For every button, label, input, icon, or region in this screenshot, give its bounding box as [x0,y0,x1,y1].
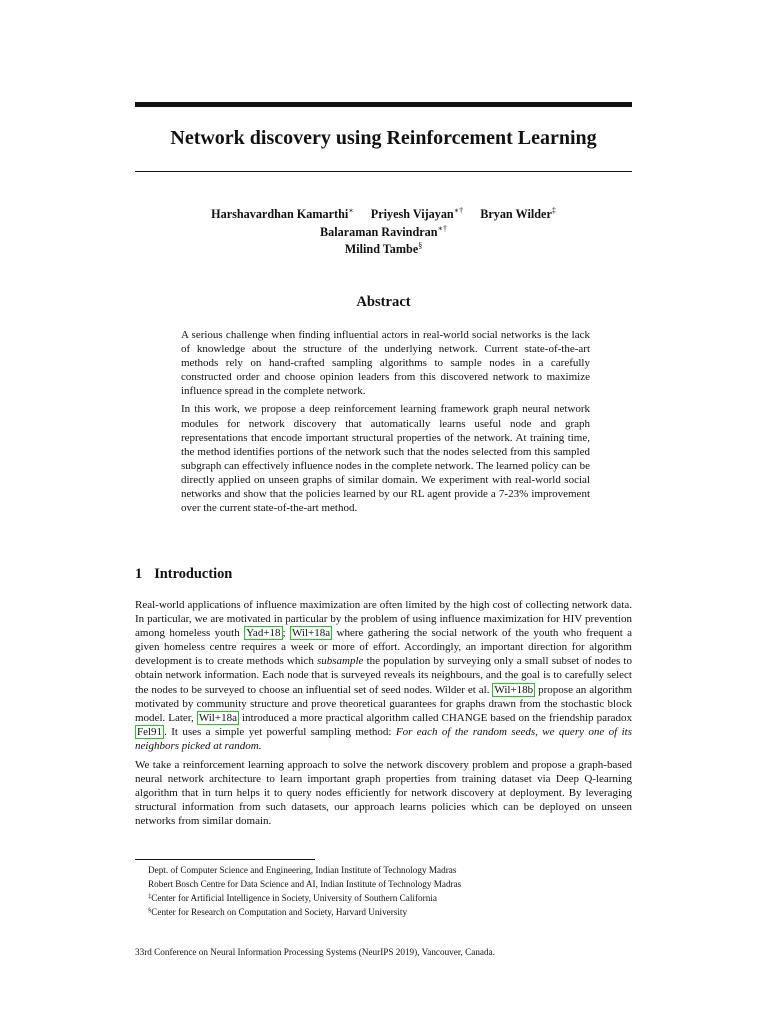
author-list [135,205,632,241]
title-top-rule [135,102,632,107]
footnote: §Center for Research on Computation and Society, Harvard University [148,907,408,917]
footnote: ‡Center for Artificial Intelligence in Society, University of Southern California [148,893,437,903]
author: Harshavardhan Kamarthi∗ [211,206,354,221]
author: Milind Tambe§ [344,241,423,256]
intro-paragraph: We take a reinforcement learning approach to solve the network discovery problem and propose a graph-based neural network architecture to learn important graph properties from training dataset via Deep Q-learning algorithm that in turn helps it to query nodes efficiently for network discovery at deployment. By leveraging structural information from such datasets, our approach learns policies which can be deployed on unseen networks from similar domain. [135,759,632,828]
author: Priyesh Vijayan∗† [370,206,464,221]
section-number: 1 [135,566,143,582]
footnote: Dept. of Computer Science and Engineering, Indian Institute of Technology Madras [148,865,457,875]
introduction-body [135,598,632,834]
abstract-heading: Abstract [356,294,411,310]
section-heading [135,564,232,584]
abstract-paragraph: A serious challenge when finding influential actors in real-world social networks is the lack of knowledge about the structure of the underlying network. Current state-of-the-art methods rely on hand-crafted sampling algorithms to sample nodes in a carefully constructed order and choose opinion leaders from this discovered network to maximize influence spread in the complete network. [181,329,590,398]
footnotes [148,863,461,919]
section-title: Introduction [154,566,233,582]
abstract-body [181,328,590,519]
footnote: Robert Bosch Centre for Data Science and AI, Indian Institute of Technology Madras [148,879,462,889]
conference-note: 33rd Conference on Neural Information Processing Systems (NeurIPS 2019), Vancouver, Canada. [135,947,495,957]
citation-link[interactable]: Wil+18a [198,711,237,724]
citation-link[interactable]: Wil+18a [291,627,331,640]
paper-title: Network discovery using Reinforcement Learning [170,127,597,149]
citation-link[interactable]: Yad+18 [246,627,281,640]
author: Bryan Wilder‡ [480,206,556,221]
title-bottom-rule [135,171,632,172]
author-list-second-line [135,240,632,258]
abstract-paragraph: In this work, we propose a deep reinforcement learning framework graph neural network modules for network discovery that automatically learns useful node and graph representations that encode important structural properties of the network. At training time, the method identifies portions of the network such that the nodes selected from this sampled subgraph can effectively influence nodes in the complete network. The learned policy can be directly applied on unseen graphs of similar domain. We experiment with real-world social networks and show that the policies learned by our RL agent provide a 7-23% improvement over the current state-of-the-art method. [181,403,590,515]
intro-paragraph: Real-world applications of influence maximization are often limited by the high cost of collecting network data. In particular, we are motivated in particular by the problem of using influence maximization for HIV prevention among homeless youth Yad+18 ; Wil+18a where gathering the social network of the youth who frequent a given homeless centre requires a week or more of effort. Accordingly, an important direction for algorithm development is to create methods which subsample the population by surveying only a small subset of nodes to obtain network information. Each node that is surveyed reveals its neighbours, and the goal is to carefully select the nodes to be surveyed to choose an influential set of seed nodes. Wilder et al. Wil+18b propose an algorithm motivated by community structure and prove theoretical guarantees for graphs drawn from the stochastic block model. Later, Wil+18a introduced a more practical algorithm called CHANGE based on the friendship paradox Fel91 . It uses a simple yet powerful sampling method: For each of the random seeds, we query one of its neighbors picked at random. [135,599,633,752]
citation-link[interactable]: Fel91 [137,725,163,738]
author: Balaraman Ravindran∗† [320,224,447,239]
footnote-rule [135,859,315,860]
citation-link[interactable]: Wil+18b [494,683,534,696]
